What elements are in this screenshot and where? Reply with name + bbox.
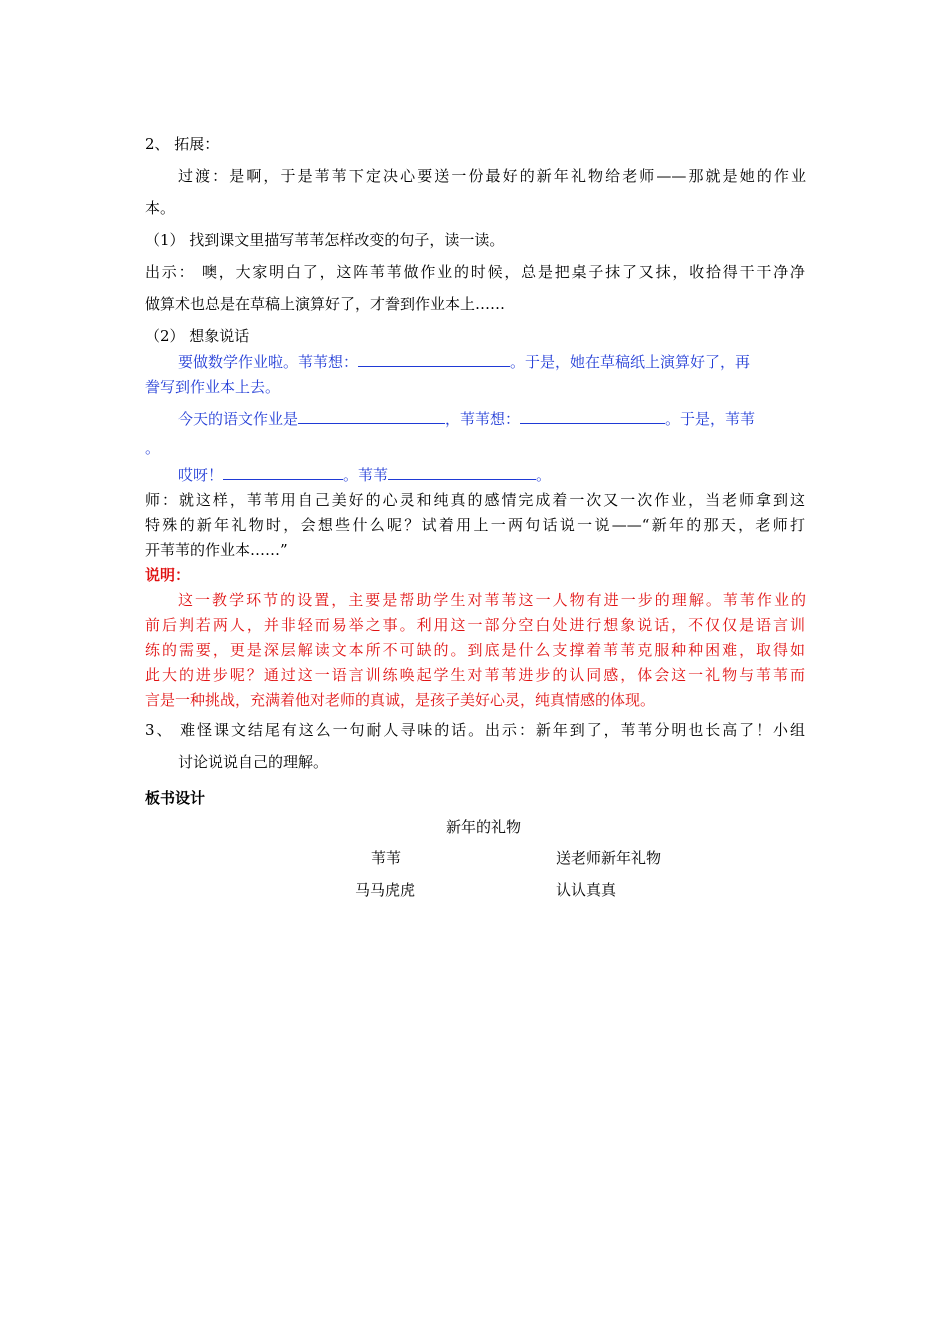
board-left-2: 马马虎虎 [355, 881, 416, 899]
exercise-2-line-1 [178, 408, 755, 429]
exercise-1-text-b: 。于是，她在草稿纸上演算好了，再 [510, 353, 751, 371]
board-right-2: 认认真真 [556, 881, 617, 899]
board-heading: 板书设计 [145, 789, 206, 807]
section-2-heading: 2、 拓展： [145, 135, 220, 153]
exercise-1-line-2: 誊写到作业本上去。 [145, 378, 281, 396]
transition-line-1: 过渡：是啊，于是苇苇下定决心要送一份最好的新年礼物给老师——那就是她的作业 [178, 167, 806, 185]
exercise-2-blank-2[interactable] [520, 408, 665, 424]
board-right-1: 送老师新年礼物 [556, 849, 662, 867]
item-2: （2） 想象说话 [145, 327, 250, 345]
note-label: 说明： [145, 566, 191, 584]
item-1: （1） 找到课文里描写苇苇怎样改变的句子，读一读。 [145, 231, 505, 249]
transition-line-2: 本。 [145, 199, 176, 217]
exercise-2-text-b: ，苇苇想： [445, 410, 521, 428]
exercise-3-text-c: 。 [536, 466, 552, 484]
note-line-4: 此大的进步呢？通过这一语言训练唤起学生对苇苇进步的认同感，体会这一礼物与苇苇而 [145, 666, 805, 684]
exercise-2-line-2: 。 [145, 439, 161, 457]
exercise-2-text-a: 今天的语文作业是 [178, 410, 299, 428]
note-line-5: 言是一种挑战，充满着他对老师的真诚，是孩子美好心灵，纯真情感的体现。 [145, 691, 656, 709]
exercise-3-blank-2[interactable] [388, 464, 536, 480]
section-3-line-1: 3、 难怪课文结尾有这么一句耐人寻味的话。出示：新年到了，苇苇分明也长高了！小组 [145, 721, 805, 739]
section-3-line-2: 讨论说说自己的理解。 [178, 753, 329, 771]
teacher-line-2: 特殊的新年礼物时，会想些什么呢？试着用上一两句话说一说——“新年的那天，老师打 [145, 516, 805, 534]
teacher-line-1: 师：就这样，苇苇用自己美好的心灵和纯真的感情完成着一次又一次作业，当老师拿到这 [145, 491, 805, 509]
exercise-2-text-c: 。于是，苇苇 [665, 410, 756, 428]
exercise-1-text-a: 要做数学作业啦。苇苇想： [178, 353, 359, 371]
exercise-3-text-b: 。苇苇 [343, 466, 389, 484]
show-line-2: 做算术也总是在草稿上演算好了，才誊到作业本上…… [145, 295, 506, 313]
exercise-3-text-a: 哎呀！ [178, 466, 224, 484]
board-title: 新年的礼物 [446, 818, 522, 836]
note-line-2: 前后判若两人，并非轻而易举之事。利用这一部分空白处进行想象说话，不仅仅是语言训 [145, 616, 805, 634]
exercise-1-blank[interactable] [358, 351, 510, 367]
board-left-1: 苇苇 [371, 849, 402, 867]
exercise-3-blank-1[interactable] [223, 464, 343, 480]
exercise-2-blank-1[interactable] [298, 408, 445, 424]
note-line-3: 练的需要，更是深层解读文本所不可缺的。到底是什么支撑着苇苇克服种种困难，取得如 [145, 641, 805, 659]
teacher-line-3: 开苇苇的作业本……” [145, 541, 288, 559]
exercise-3-line [178, 464, 551, 485]
show-line-1: 出示： 噢，大家明白了，这阵苇苇做作业的时候，总是把桌子抹了又抹，收拾得干干净净 [145, 263, 805, 281]
note-line-1: 这一教学环节的设置，主要是帮助学生对苇苇这一人物有进一步的理解。苇苇作业的 [178, 591, 806, 609]
exercise-1-line-1 [178, 351, 750, 372]
